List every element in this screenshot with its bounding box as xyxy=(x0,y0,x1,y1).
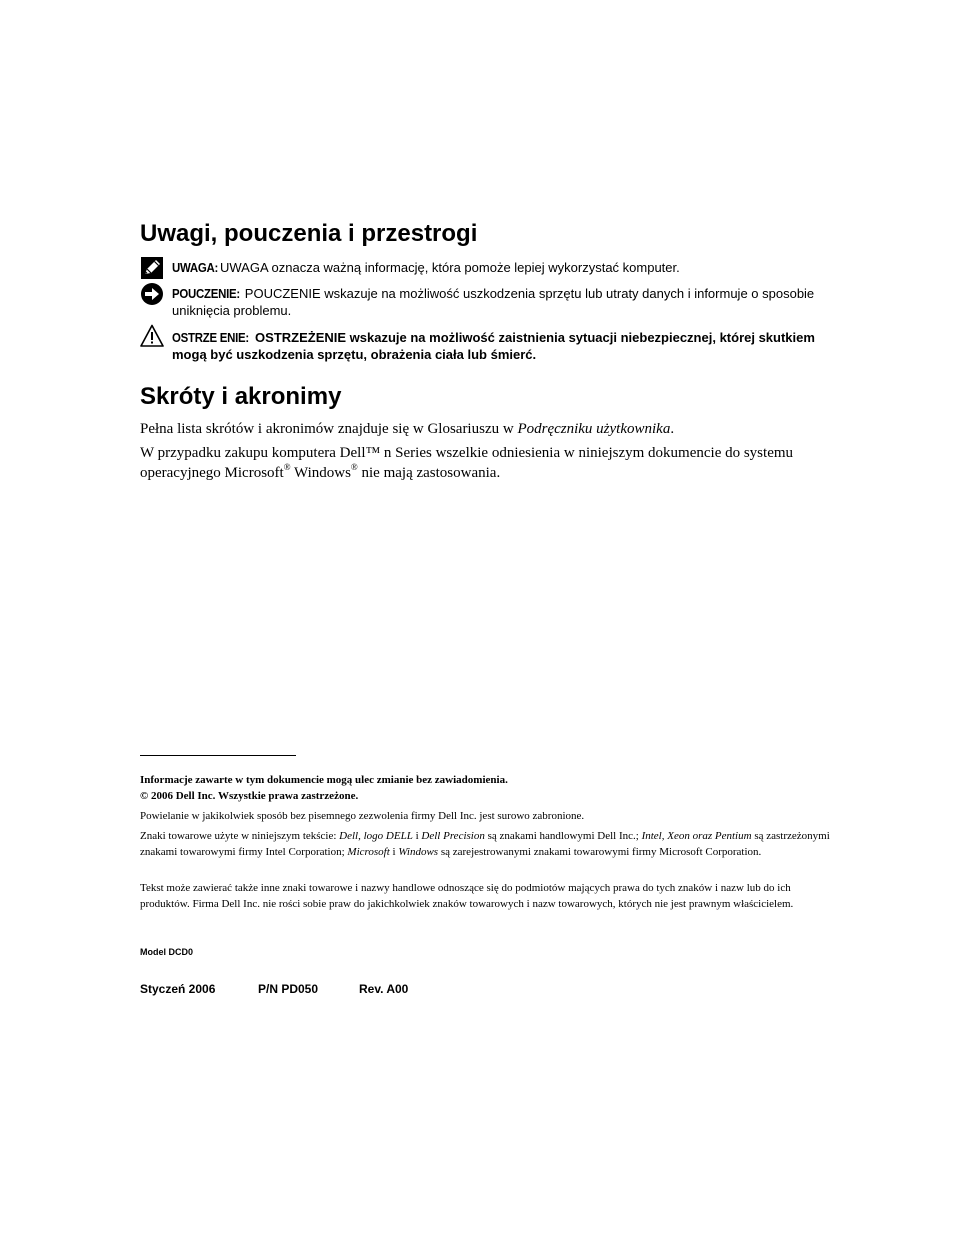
tm-text-4: są znakami handlowymi Dell Inc.; xyxy=(484,830,642,842)
model-number: Model DCD0 xyxy=(140,947,194,957)
caution-label: OSTRZE ENIE: xyxy=(172,330,249,345)
tm-dell-precision: Dell Precision xyxy=(421,830,485,842)
legal-other-trademarks: Tekst może zawierać także inne znaki towarowe i nazwy handlowe odnoszące się do podmiotów mających prawa do tych znaków i nazw lub do ich produktów. Firma Dell Inc. nie rości sobie praw do jakichkolwiek znaków towarowych i nazw towarowych, których nie jest prawnym właścicielem. xyxy=(140,882,794,910)
legal-change-notice: Informacje zawarte w tym dokumencie mogą ulec zmianie bez zawiadomienia. xyxy=(140,774,508,786)
section-title-notes: Uwagi, pouczenia i przestrogi xyxy=(140,220,478,247)
registered-mark-1: ® xyxy=(283,462,291,472)
users-guide-title: Podręczniku użytkownika xyxy=(517,421,671,437)
glossary-paragraph xyxy=(140,419,830,439)
n-series-text-b: Windows xyxy=(290,465,351,481)
footer-date: Styczeń 2006 xyxy=(140,982,216,996)
tm-windows: Windows xyxy=(398,845,439,858)
tm-text-1: Znaki towarowe użyte w niniejszym tekście: xyxy=(140,830,340,842)
warning-triangle-icon xyxy=(140,324,164,348)
tm-text-6: i xyxy=(389,845,399,858)
document-footer xyxy=(140,982,408,996)
n-series-text-a: W przypadku zakupu komputera Dell™ n Series wszelkie odniesienia w niniejszym dokumencie do systemu operacyjnego Microsoft xyxy=(140,445,794,481)
n-series-paragraph xyxy=(140,443,830,483)
note-text: UWAGA oznacza ważną informację, która pomoże lepiej wykorzystać komputer. xyxy=(219,260,680,275)
tm-text-5: są zastrzeżonymi znakami towarowymi firmy Intel Corporation; xyxy=(140,830,830,858)
caution-block xyxy=(140,324,820,363)
legal-trademarks xyxy=(140,829,840,860)
caution-text: OSTRZEŻENIE wskazuje na możliwość zaistnienia sytuacji niebezpiecznej, której skutkiem mogą być uszkodzenia sprzętu, obrażenia ciała lub śmierć. xyxy=(172,330,815,362)
footer-revision: Rev. A00 xyxy=(359,982,409,996)
section-title-abbreviations: Skróty i akronimy xyxy=(140,383,342,410)
glossary-text: Pełna lista skrótów i akronimów znajduje się w Glosariuszu w xyxy=(140,421,518,437)
arrow-circle-icon xyxy=(140,282,164,306)
tm-dell-logo: logo DELL xyxy=(363,830,413,842)
note-label: UWAGA: xyxy=(172,260,219,275)
notice-label: POUCZENIE: xyxy=(172,286,240,301)
legal-bold-notice xyxy=(140,773,840,804)
legal-copyright: © 2006 Dell Inc. Wszystkie prawa zastrzeżone. xyxy=(140,789,359,802)
footnote-divider xyxy=(140,755,296,756)
footer-part-number: P/N PD050 xyxy=(258,982,319,996)
registered-mark-2: ® xyxy=(350,462,358,472)
tm-text-2: , xyxy=(358,830,364,842)
tm-intel: Intel, Xeon oraz Pentium xyxy=(641,830,752,842)
tm-text-3: i xyxy=(412,830,422,842)
pencil-note-icon xyxy=(140,256,164,280)
tm-microsoft: Microsoft xyxy=(347,845,390,858)
glossary-end: . xyxy=(670,421,675,437)
note-block xyxy=(140,256,820,276)
notice-block xyxy=(140,282,820,319)
legal-reproduction: Powielanie w jakikolwiek sposób bez pisemnego zezwolenia firmy Dell Inc. jest surowo zabronione. xyxy=(140,810,585,822)
notice-text: POUCZENIE wskazuje na możliwość uszkodzenia sprzętu lub utraty danych i informuje o sposobie uniknięcia problemu. xyxy=(172,286,815,318)
tm-text-7: są zarejestrowanymi znakami towarowymi firmy Microsoft Corporation. xyxy=(438,845,762,858)
tm-dell: Dell xyxy=(339,830,359,842)
n-series-text-c: nie mają zastosowania. xyxy=(357,465,501,481)
